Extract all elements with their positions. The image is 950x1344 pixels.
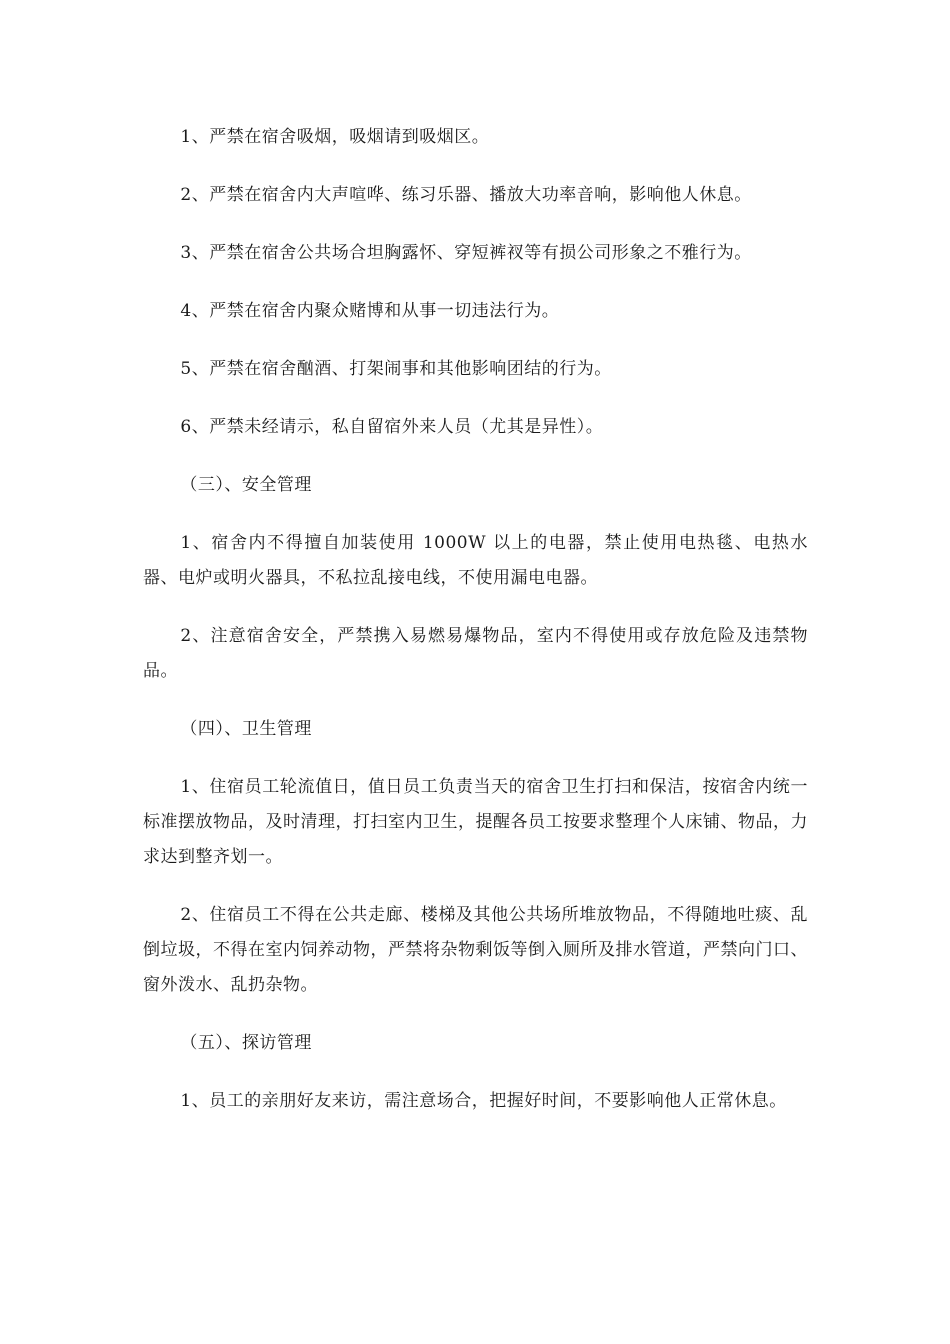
rule-item: 2、严禁在宿舍内大声喧哗、练习乐器、播放大功率音响，影响他人休息。 xyxy=(180,185,752,205)
rule-item: 6、严禁未经请示，私自留宿外来人员（尤其是异性）。 xyxy=(180,417,604,437)
document-body xyxy=(143,120,808,1142)
rule-item: 1、严禁在宿舍吸烟，吸烟请到吸烟区。 xyxy=(180,127,490,147)
rule-item: 1、住宿员工轮流值日，值日员工负责当天的宿舍卫生打扫和保洁，按宿舍内统一标准摆放物品，及时清理，打扫室内卫生，提醒各员工按要求整理个人床铺、物品，力求达到整齐划一。 xyxy=(143,777,808,867)
section-heading-visits: （五）、探访管理 xyxy=(180,1033,312,1053)
rule-item: 3、严禁在宿舍公共场合坦胸露怀、穿短裤衩等有损公司形象之不雅行为。 xyxy=(180,243,752,263)
section-heading-hygiene: （四）、卫生管理 xyxy=(180,719,312,739)
rule-item: 1、员工的亲朋好友来访，需注意场合，把握好时间，不要影响他人正常休息。 xyxy=(180,1091,787,1111)
section-heading-safety: （三）、安全管理 xyxy=(180,475,312,495)
rule-item: 1、宿舍内不得擅自加装使用 1000W 以上的电器，禁止使用电热毯、电热水器、电炉或明火器具，不私拉乱接电线，不使用漏电电器。 xyxy=(143,533,808,588)
rule-item: 4、严禁在宿舍内聚众赌博和从事一切违法行为。 xyxy=(180,301,560,321)
rule-item: 5、严禁在宿舍酗酒、打架闹事和其他影响团结的行为。 xyxy=(180,359,612,379)
rule-item: 2、住宿员工不得在公共走廊、楼梯及其他公共场所堆放物品，不得随地吐痰、乱倒垃圾，不得在室内饲养动物，严禁将杂物剩饭等倒入厕所及排水管道，严禁向门口、窗外泼水、乱扔杂物。 xyxy=(143,905,808,995)
rule-item: 2、注意宿舍安全，严禁携入易燃易爆物品，室内不得使用或存放危险及违禁物品。 xyxy=(143,626,808,681)
